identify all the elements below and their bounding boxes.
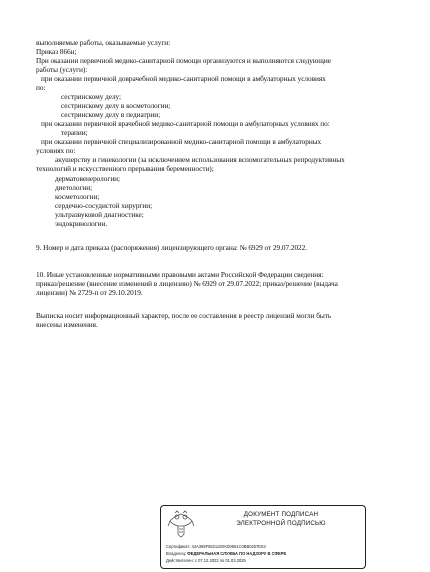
- text-line: по:: [36, 83, 46, 92]
- text-line: дерматовенерологии;: [55, 174, 121, 183]
- item-10-line: лицензии) № 2729-п от 29.10.2019.: [36, 288, 143, 297]
- stamp-subtitle: ЭЛЕКТРОННОЙ ПОДПИСЬЮ: [236, 520, 326, 527]
- certificate-label: Сертификат:: [166, 544, 191, 549]
- text-line: ультразвуковой диагностике;: [55, 210, 144, 219]
- validity-value: с 07.12.2023 по 01.03.2025: [194, 558, 246, 563]
- text-line: терапии;: [61, 128, 88, 137]
- stamp-title: ДОКУМЕНТ ПОДПИСАН: [243, 511, 319, 518]
- text-line: при оказании первичной врачебной медико-санитарной помощи в амбулаторных условиях по:: [41, 119, 330, 128]
- text-line: работы (услуги):: [36, 65, 88, 74]
- validity-row: [166, 558, 364, 563]
- owner-row: [166, 551, 364, 556]
- certificate-value: 44A369F5521108AD0861C0BB0257E03: [191, 544, 266, 549]
- text-line: сестринскому делу в косметологии;: [61, 101, 171, 110]
- text-line: сестринскому делу;: [61, 92, 122, 101]
- text-line: выполняемые работы, оказываемые услуги:: [36, 38, 171, 47]
- text-line: Приказ 866н;: [36, 47, 77, 56]
- item-10-line: приказ/решение (внесение изменений в лицензию) № 6929 от 29.07.2022; приказ/решение (выдача: [36, 279, 338, 288]
- text-line: при оказании первичной доврачебной медико-санитарной помощи в амбулаторных условиях: [41, 74, 326, 83]
- text-line: При оказании первичной медико-санитарной помощи организуются и выполняются следующие: [36, 56, 331, 65]
- text-line: при оказании первичной специализированной медико-санитарной помощи в амбулаторных: [41, 137, 322, 146]
- owner-label: Владелец:: [166, 551, 187, 556]
- electronic-signature-stamp: [160, 505, 366, 569]
- text-line: эндокринологии.: [55, 219, 108, 228]
- text-line: сестринскому делу в педиатрии;: [61, 110, 161, 119]
- validity-label: Действителен:: [166, 558, 194, 563]
- text-line: технологий и искусственного прерывания беременности);: [36, 164, 214, 173]
- certificate-row: [166, 544, 364, 549]
- text-line: акушерству и гинекологии (за исключением использования вспомогательных репродуктивных: [55, 155, 345, 164]
- state-emblem-icon: [167, 510, 195, 540]
- note-line: внесены изменения.: [36, 320, 98, 329]
- text-line: диетологии;: [55, 183, 93, 192]
- item-10-line: 10. Иные установленные нормативными правовыми актами Российской Федерации сведения:: [36, 270, 324, 279]
- note-line: Выписка носит информационный характер, после ее составления в реестр лицензий могли быть: [36, 311, 332, 320]
- item-9: 9. Номер и дата приказа (распоряжения) лицензирующего органа: № 6929 от 29.07.2022.: [36, 243, 308, 252]
- text-line: сердечно-сосудистой хирургии;: [55, 201, 153, 210]
- text-line: косметологии;: [55, 192, 100, 201]
- owner-value: ФЕДЕРАЛЬНАЯ СЛУЖБА ПО НАДЗОРУ В СФЕРЕ: [187, 551, 287, 556]
- text-line: условиях по:: [36, 146, 76, 155]
